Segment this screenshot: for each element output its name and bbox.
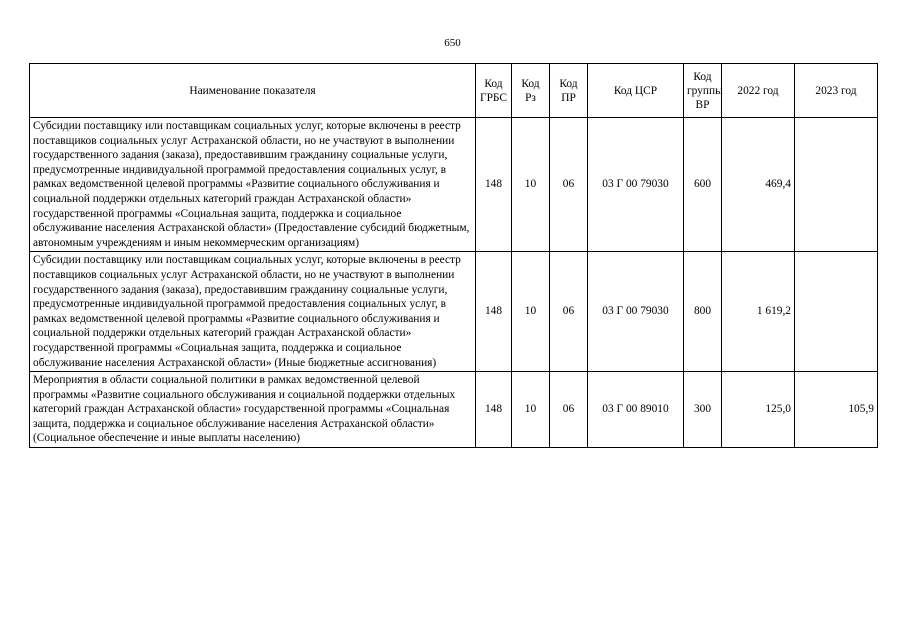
row-pr: 06 [550, 118, 588, 252]
table-row [30, 252, 878, 372]
row-grbs: 148 [476, 372, 512, 448]
row-2023 [795, 118, 878, 252]
row-2023: 105,9 [795, 372, 878, 448]
row-vr: 300 [684, 372, 722, 448]
row-2022: 125,0 [722, 372, 795, 448]
budget-table [29, 63, 878, 448]
row-rz: 10 [512, 372, 550, 448]
header-2022: 2022 год [722, 64, 795, 118]
table-row [30, 372, 878, 448]
row-csr: 03 Г 00 79030 [588, 118, 684, 252]
row-grbs: 148 [476, 252, 512, 372]
row-2022: 1 619,2 [722, 252, 795, 372]
row-pr: 06 [550, 372, 588, 448]
header-row [30, 64, 878, 118]
row-2023 [795, 252, 878, 372]
page-number: 650 [444, 37, 461, 49]
row-2022: 469,4 [722, 118, 795, 252]
header-grbs: Код ГРБС [476, 64, 512, 118]
row-csr: 03 Г 00 89010 [588, 372, 684, 448]
header-vr: Код группы ВР [684, 64, 722, 118]
row-name: Субсидии поставщику или поставщикам социальных услуг, которые включены в реестр поставщиков социальных услуг Астраханской области, но не участвуют в выполнении государственного задания (заказа), предоставившим гражданину социальные услуги, предусмотренные индивидуальной программой предоставления социальных услуг, в рамках ведомственной целевой программы «Развитие социального обслуживания и социальной поддержки отдельных категорий граждан Астраханской области» государственной программы «Социальная защита, поддержка и социальное обслуживание населения Астраханской области» (Предоставление субсидий бюджетным, автономным учреждениям и иным некоммерческим организациям) [30, 118, 476, 252]
row-vr: 600 [684, 118, 722, 252]
row-rz: 10 [512, 118, 550, 252]
row-grbs: 148 [476, 118, 512, 252]
header-2023: 2023 год [795, 64, 878, 118]
row-csr: 03 Г 00 79030 [588, 252, 684, 372]
header-name: Наименование показателя [30, 64, 476, 118]
header-csr: Код ЦСР [588, 64, 684, 118]
row-rz: 10 [512, 252, 550, 372]
header-pr: Код ПР [550, 64, 588, 118]
table-row [30, 118, 878, 252]
row-vr: 800 [684, 252, 722, 372]
header-rz: Код Рз [512, 64, 550, 118]
row-name: Субсидии поставщику или поставщикам социальных услуг, которые включены в реестр поставщиков социальных услуг Астраханской области, но не участвуют в выполнении государственного задания (заказа), предоставившим гражданину социальные услуги, предусмотренные индивидуальной программой предоставления социальных услуг, в рамках ведомственной целевой программы «Развитие социального обслуживания и социальной поддержки отдельных категорий граждан Астраханской области» государственной программы «Социальная защита, поддержка и социальное обслуживание населения Астраханской области» (Иные бюджетные ассигнования) [30, 252, 476, 372]
row-name: Мероприятия в области социальной политики в рамках ведомственной целевой программы «Развитие социального обслуживания и социальной поддержки отдельных категорий граждан Астраханской области» государственной программы «Социальная защита, поддержка и социальное обслуживание населения Астраханской области» (Социальное обеспечение и иные выплаты населению) [30, 372, 476, 448]
row-pr: 06 [550, 252, 588, 372]
